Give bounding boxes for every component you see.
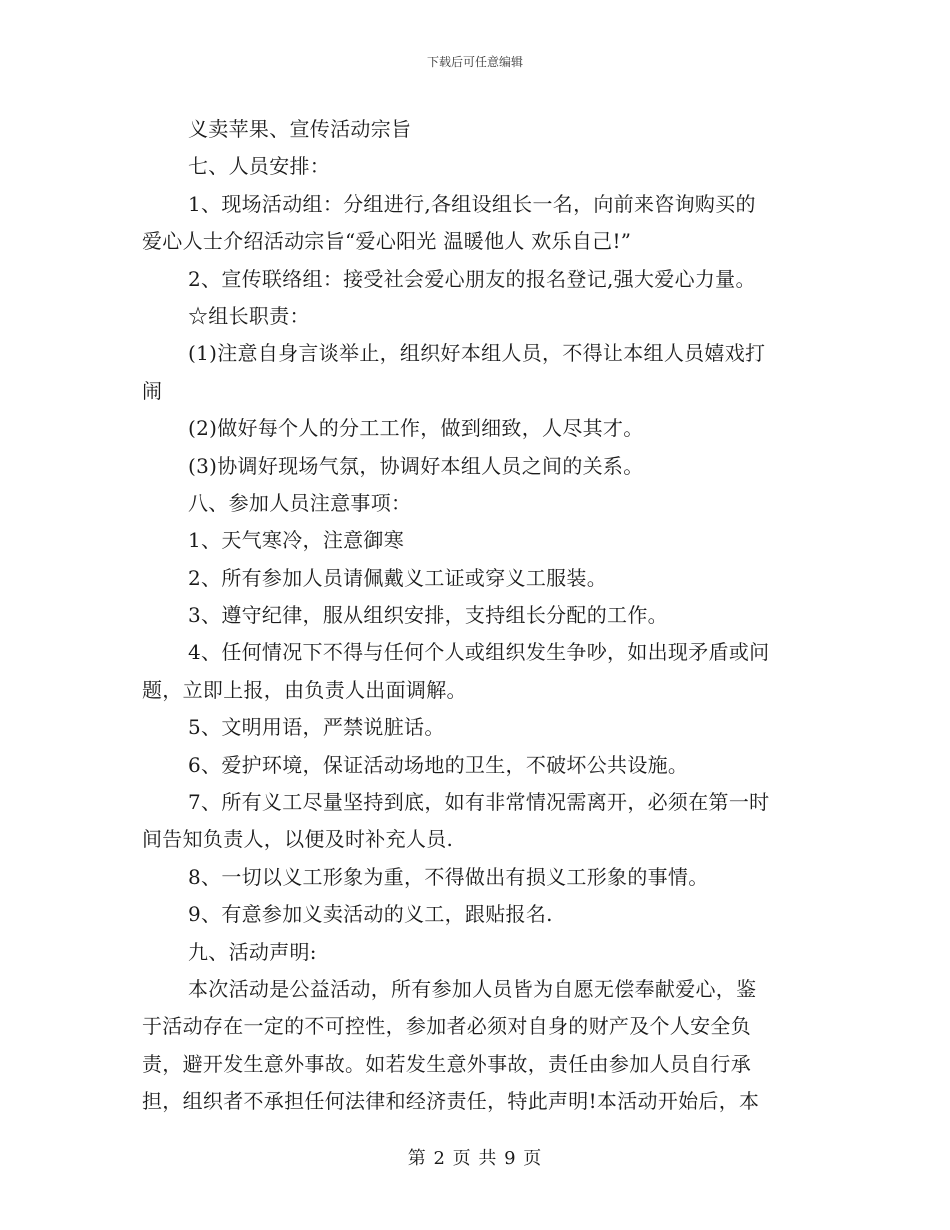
text-line: 本次活动是公益活动，所有参加人员皆为自愿无偿奉献爱心，鉴 — [188, 976, 757, 1001]
page-number-footer: 第 2 页 共 9 页 — [407, 1148, 543, 1169]
text-line: 9、有意参加义卖活动的义工，跟贴报名. — [188, 902, 553, 927]
text-line: 7、所有义工尽量坚持到底，如有非常情况需离开，必须在第一时 — [188, 790, 770, 815]
text-line: 题，立即上报，由负责人出面调解。 — [142, 677, 467, 702]
text-line: 八、参加人员注意事项： — [188, 490, 412, 515]
text-line: 6、爱护环境，保证活动场地的卫生，不破坏公共设施。 — [188, 752, 689, 777]
text-line: 1、天气寒冷，注意御寒 — [188, 528, 405, 553]
text-line: 5、文明用语，严禁说脏话。 — [188, 715, 445, 740]
text-line: 3、遵守纪律，服从组织安排，支持组长分配的工作。 — [188, 603, 668, 628]
text-line: 责，避开发生意外事故。如若发生意外事故，责任由参加人员自行承 — [142, 1051, 751, 1076]
text-line: 爱心人士介绍活动宗旨“爱心阳光 温暖他人 欢乐自己!” — [142, 229, 632, 254]
text-line: 2、宣传联络组：接受社会爱心朋友的报名登记,强大爱心力量。 — [188, 266, 756, 291]
text-line: ☆组长职责： — [188, 303, 310, 328]
text-line: 间告知负责人，以便及时补充人员. — [142, 827, 454, 852]
text-line: 义卖苹果、宣传活动宗旨 — [188, 117, 412, 141]
text-line: 8、一切以义工形象为重，不得做出有损义工形象的事情。 — [188, 864, 709, 889]
text-line: 1、现场活动组：分组进行,各组设组长一名，向前来咨询购买的 — [188, 191, 756, 216]
text-line: 担，组织者不承担任何法律和经济责任，特此声明!本活动开始后，本 — [142, 1089, 760, 1114]
text-line: (3)协调好现场气氛，协调好本组人员之间的关系。 — [188, 453, 644, 478]
text-line: 4、任何情况下不得与任何个人或组织发生争吵，如出现矛盾或问 — [188, 640, 770, 665]
text-line: (1)注意自身言谈举止，组织好本组人员，不得让本组人员嬉戏打 — [188, 341, 766, 366]
document-body — [142, 111, 812, 1121]
page-header: 下载后可任意编辑 — [426, 55, 523, 69]
text-line: 闹 — [142, 378, 163, 403]
text-line: 七、人员安排： — [188, 154, 331, 179]
text-line: 于活动存在一定的不可控性，参加者必须对自身的财产及个人安全负 — [142, 1014, 751, 1039]
text-line: (2)做好每个人的分工工作，做到细致，人尽其才。 — [188, 416, 644, 441]
text-line: 2、所有参加人员请佩戴义工证或穿义工服装。 — [188, 565, 608, 590]
text-line: 九、活动声明: — [188, 939, 317, 964]
